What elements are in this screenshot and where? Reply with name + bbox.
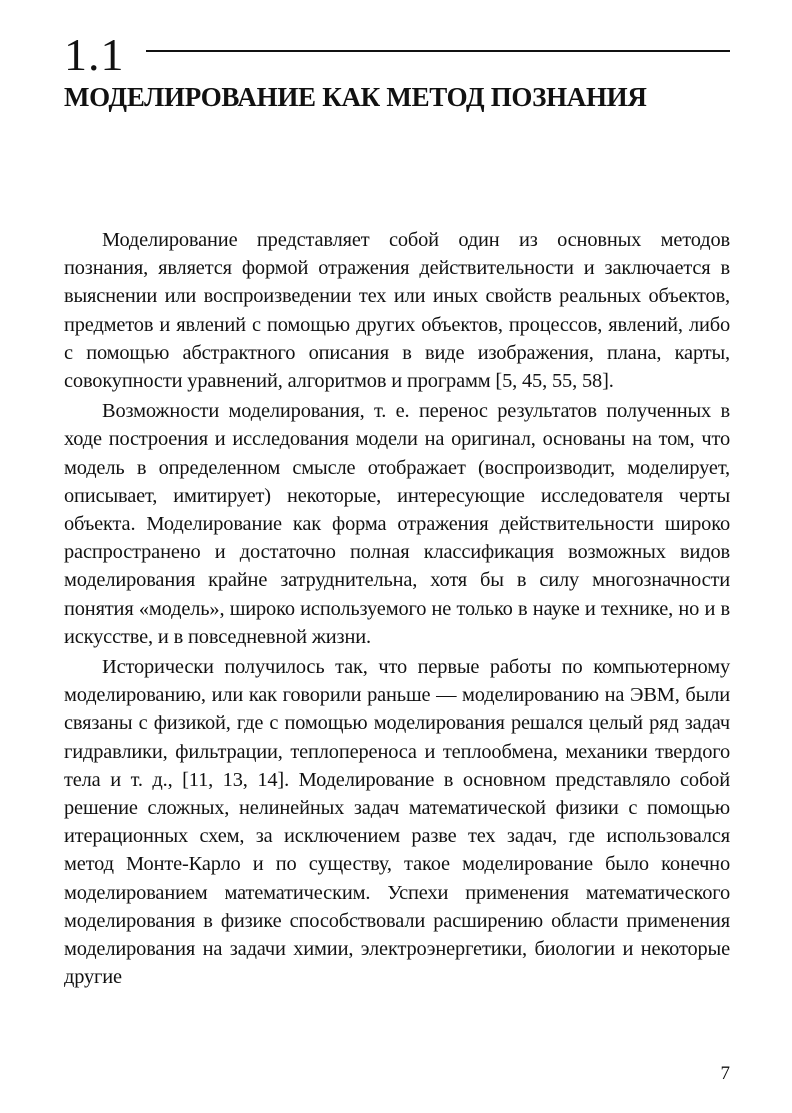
- paragraph-1: Моделирование представляет собой один из основных методов познания, является формой отражения действительности и заключается в выяснении или воспроизведении тех или иных свойств реальных объектов, предметов и явлений с помощью других объектов, процессов, явлений, либо с помощью абстрактного описания в виде изображения, плана, карты, совокупности уравнений, алгоритмов и программ [5, 45, 55, 58].: [64, 229, 730, 393]
- paragraph-2: Возможности моделирования, т. е. перенос результатов полученных в ходе построения и исследования модели на оригинал, основаны на том, что модель в определенном смысле отображает (воспроизводит, моделирует, описывает, имитирует) некоторые, интересующие исследователя черты объекта. Моделирование как форма отражения действительности широко распространено и достаточно полная классификация возможных видов моделирования крайне затруднительна, хотя бы в силу многозначности понятия «модель», широко используемого не только в науке и технике, но и в искусстве, и в повседневной жизни.: [64, 400, 730, 648]
- chapter-heading: [64, 30, 730, 80]
- paragraph-3: Исторически получилось так, что первые работы по компьютерному моделированию, или как говорили раньше — моделированию на ЭВМ, были связаны с физикой, где с помощью моделирования решался целый ряд задач гидравлики, фильтрации, теплопереноса и теплообмена, механики твердого тела и т. д., [11, 13, 14]. Моделирование в основном представляло собой решение сложных, нелинейных задач математической физики с помощью итерационных схем, за исключением разве тех задач, где использовался метод Монте-Карло и по существу, такое моделирование было конечно моделированием математическим. Успехи применения математического моделирования в физике способствовали расширению области применения моделирования на задачи химии, электроэнергетики, биологии и некоторые другие: [64, 656, 730, 989]
- body-text: [64, 226, 730, 993]
- chapter-number: 1.1: [64, 29, 125, 80]
- page-number: 7: [720, 1063, 730, 1084]
- chapter-rule: [146, 50, 730, 52]
- chapter-title: МОДЕЛИРОВАНИЕ КАК МЕТОД ПОЗНАНИЯ: [64, 82, 647, 112]
